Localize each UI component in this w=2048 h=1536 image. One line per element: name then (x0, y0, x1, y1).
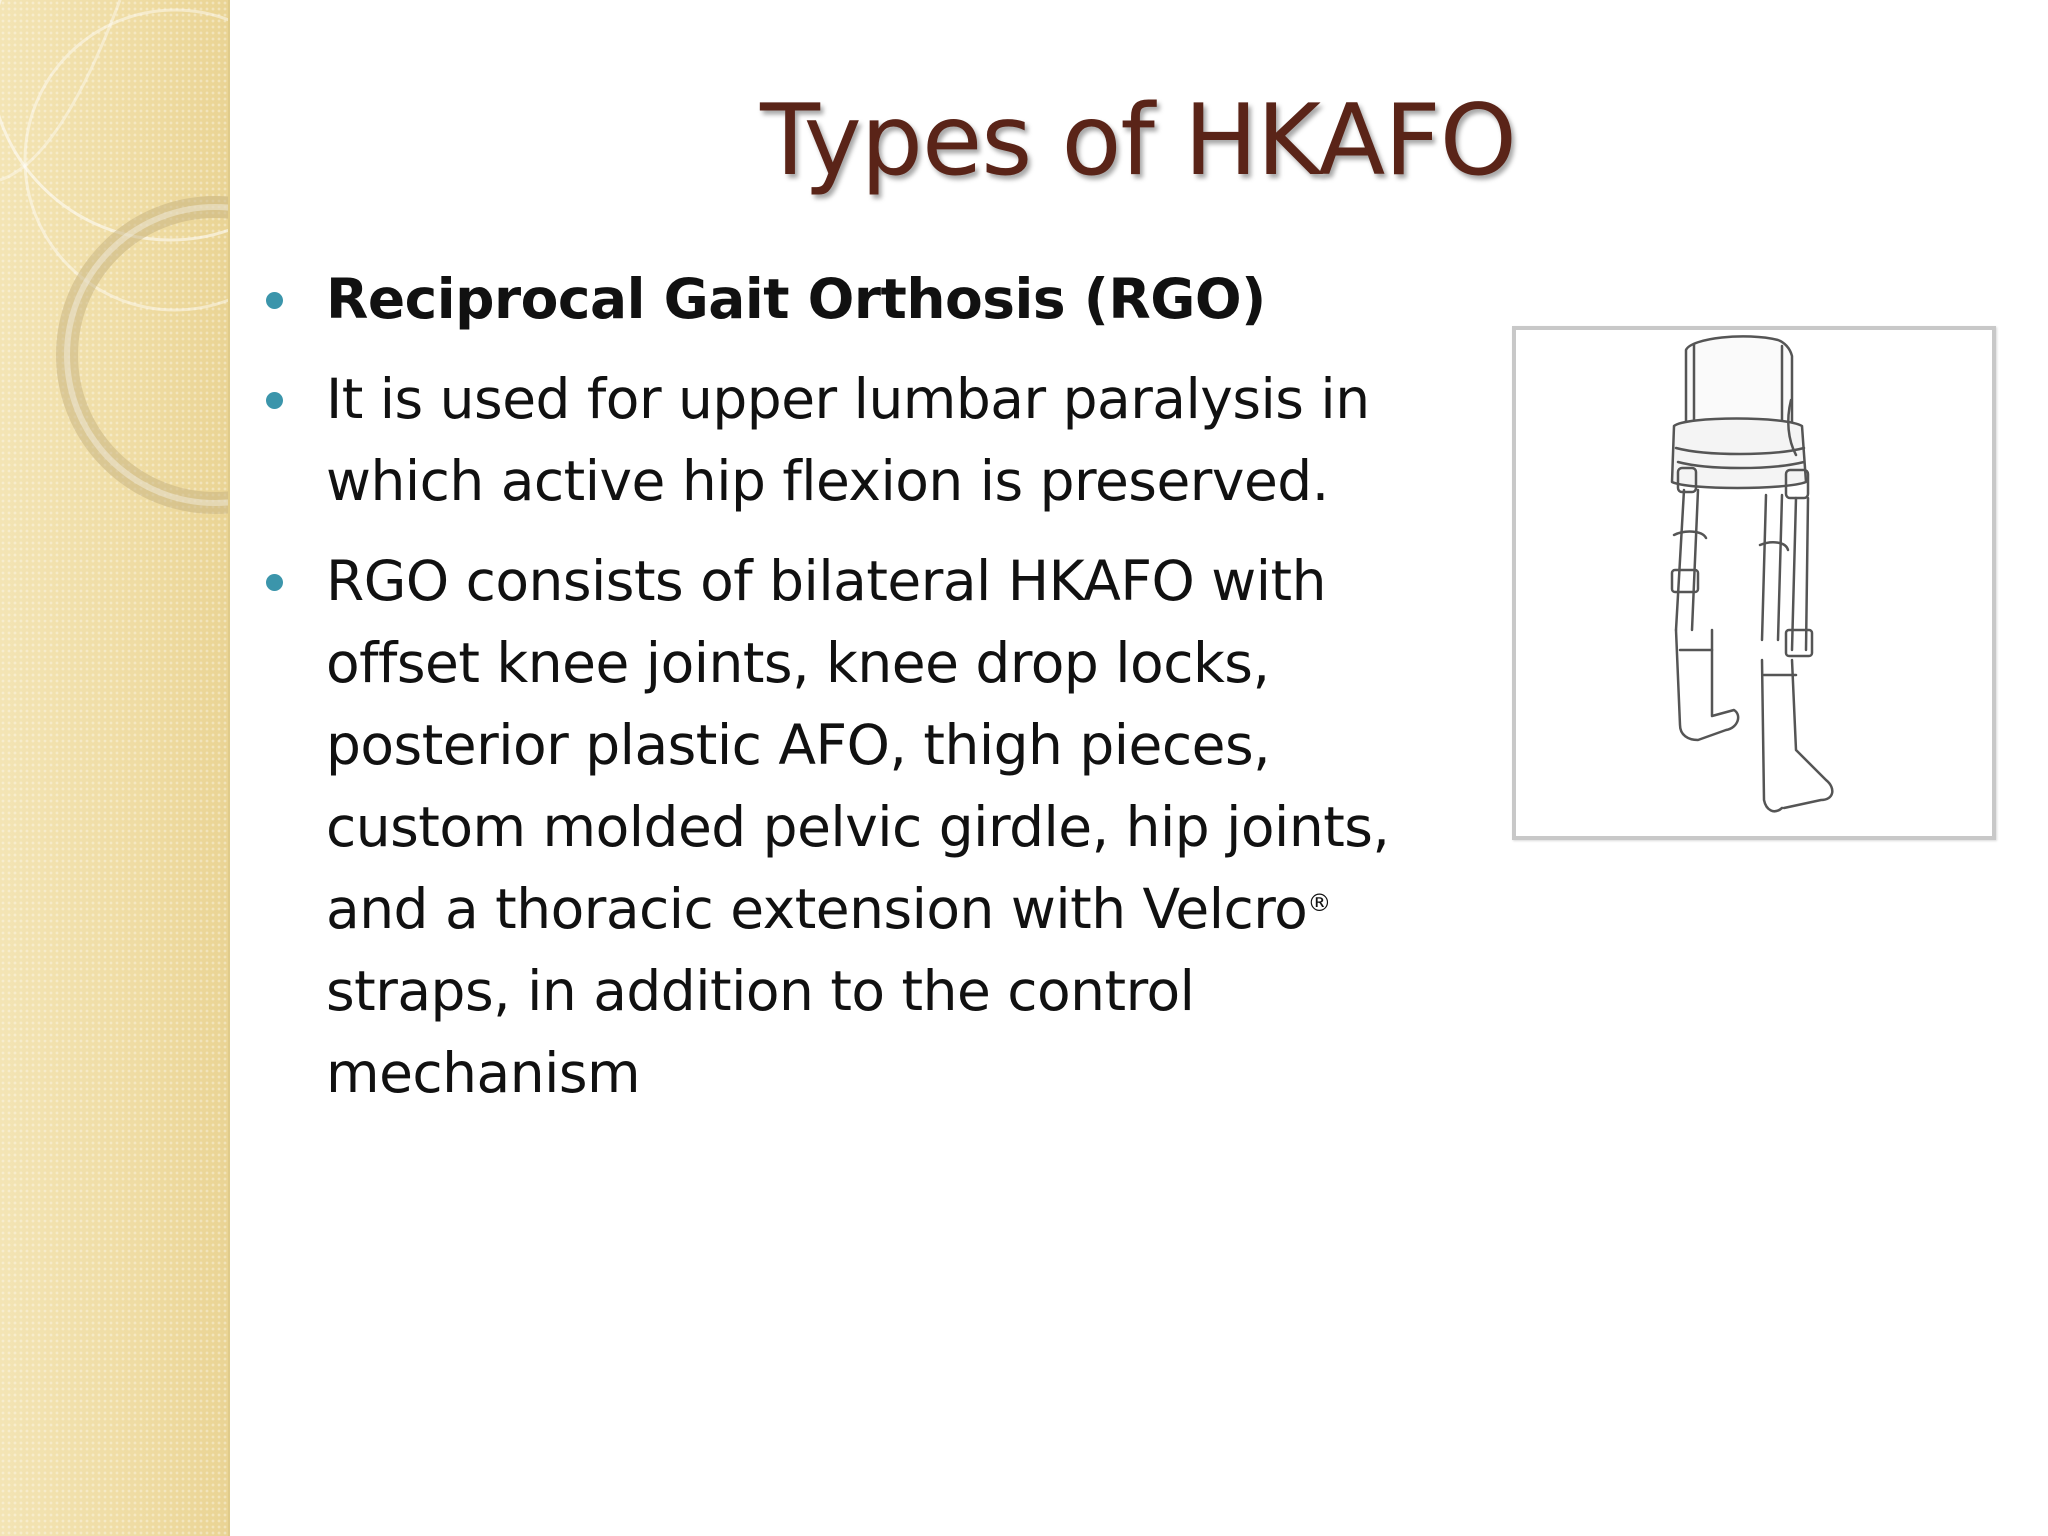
bullet-icon (266, 392, 283, 409)
bullet-text-part: straps, in addition to the control mechanism (326, 959, 1195, 1105)
decorative-circles-icon (0, 0, 228, 1536)
rgo-orthosis-icon (1516, 330, 1992, 836)
slide-title: Types of HKAFO (760, 84, 1516, 198)
bullet-icon (266, 292, 283, 309)
bullet-text: Reciprocal Gait Orthosis (RGO) (326, 267, 1266, 331)
bullet-item (262, 258, 1452, 340)
decorative-side-band (0, 0, 230, 1536)
bullet-item (262, 358, 1452, 522)
bullet-text-part: RGO consists of bilateral HKAFO with offset knee joints, knee drop locks, posterior plastic AFO, thigh pieces, custom molded pelvic girdle, hip joints, and a thoracic extension with Velcro (326, 549, 1390, 941)
bullet-item (262, 540, 1452, 1114)
bullet-text: It is used for upper lumbar paralysis in which active hip flexion is preserved. (326, 367, 1370, 513)
bullet-list (262, 258, 1452, 1132)
bullet-icon (266, 574, 283, 591)
registered-mark: ® (1307, 889, 1331, 917)
orthosis-figure (1512, 326, 1996, 840)
bullet-text (326, 549, 1389, 1105)
